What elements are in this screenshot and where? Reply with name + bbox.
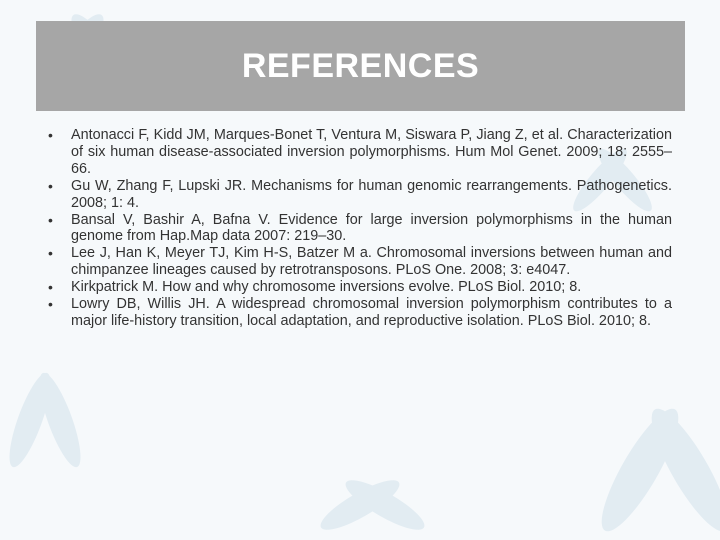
bullet-icon: • — [48, 127, 53, 143]
reference-text: Bansal V, Bashir A, Bafna V. Evidence for large inversion polymorphisms in the human genome from Hap.Map data 2007: 219–30. — [71, 211, 672, 245]
reference-text: Lowry DB, Willis JH. A widespread chromosomal inversion polymorphism contributes to a major life-history transition, local adaptation, and reproductive isolation. PLoS Biol. 2010; 8. — [71, 296, 672, 329]
reference-item — [48, 212, 672, 246]
reference-item — [48, 245, 672, 279]
reference-text: Antonacci F, Kidd JM, Marques-Bonet T, Ventura M, Siswara P, Jiang Z, et al. Characterization of six human disease-associated inversion polymorphisms. Hum Mol Genet. 2009; 18: 2555–66. — [71, 127, 672, 177]
reference-item — [48, 296, 672, 330]
reference-text: Kirkpatrick M. How and why chromosome inversions evolve. PLoS Biol. 2010; 8. — [71, 279, 582, 296]
page-title: REFERENCES — [241, 46, 480, 85]
reference-text: Gu W, Zhang F, Lupski JR. Mechanisms for human genomic rearrangements. Pathogenetics. 2008; 1: 4. — [71, 177, 672, 211]
bullet-icon: • — [48, 177, 53, 194]
reference-item — [48, 127, 672, 178]
title-band — [36, 21, 685, 111]
reference-item — [48, 178, 672, 212]
bullet-icon: • — [48, 211, 53, 228]
bullet-icon: • — [48, 296, 53, 313]
bullet-icon: • — [48, 245, 53, 262]
bullet-icon: • — [48, 279, 53, 296]
reference-text: Lee J, Han K, Meyer TJ, Kim H-S, Batzer M a. Chromosomal inversions between human and chimpanzee lineages caused by retrotransposons. PLoS One. 2008; 3: e4047. — [71, 245, 672, 279]
references-list — [48, 127, 672, 330]
reference-item — [48, 279, 672, 296]
